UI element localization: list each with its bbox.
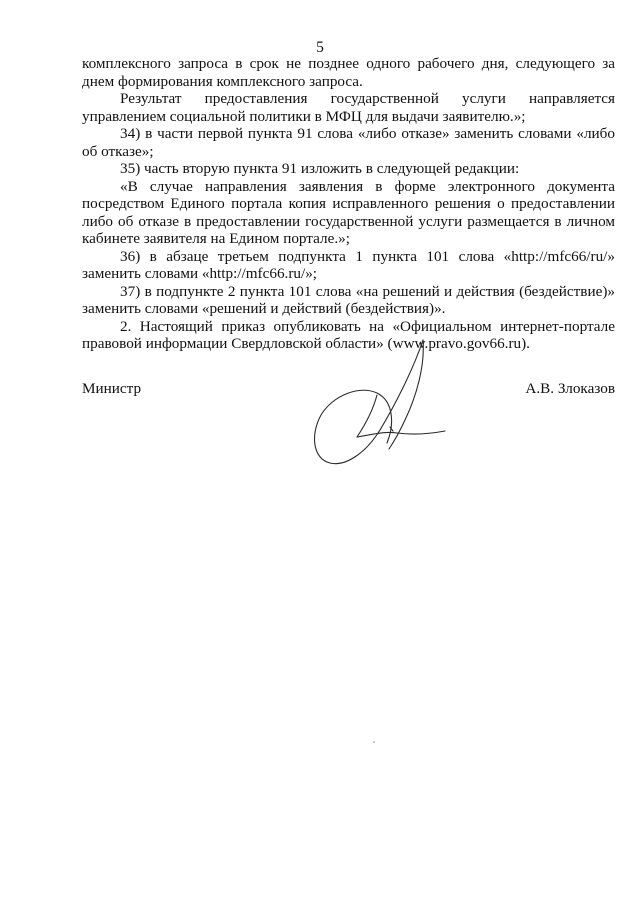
- paragraph-quoted-text: «В случае направления заявления в форме электронного документа посредством Единого портала копия исправленного решения о предоставлении либо об отказе в предоставлении государственной услуги размещается в личном кабинете заявителя на Едином портале.»;: [82, 177, 615, 247]
- paragraph-publish-order: 2. Настоящий приказ опубликовать на «Официальном интернет-портале правовой информации Свердловской области» (www.pravo.gov66.ru).: [82, 317, 615, 352]
- paragraph-item-35: 35) часть вторую пункта 91 изложить в следующей редакции:: [120, 160, 520, 177]
- paragraph-result: Результат предоставления государственной услуги направляется управлением социальной политики в МФЦ для выдачи заявителю.»;: [82, 90, 615, 125]
- scan-speck: [373, 741, 375, 743]
- paragraph-item-34: 34) в части первой пункта 91 слова «либо отказе» заменить словами «либо об отказе»;: [82, 125, 615, 160]
- signatory-title: Министр: [82, 380, 142, 397]
- paragraph-continuation: комплексного запроса в срок не позднее одного рабочего дня, следующего за днем формирования комплексного запроса.: [82, 55, 615, 90]
- signatory-name: А.В. Злоказов: [525, 380, 615, 397]
- paragraph-item-36: 36) в абзаце третьем подпункта 1 пункта 101 слова «http://mfc66/ru/» заменить словами «http://mfc66.ru/»;: [82, 247, 615, 282]
- document-body: [82, 55, 615, 353]
- page-number: 5: [316, 39, 324, 56]
- handwritten-signature: [305, 335, 450, 475]
- paragraph-item-37: 37) в подпункте 2 пункта 101 слова «на решений и действия (бездействие)» заменить словами «решений и действий (бездействия)».: [82, 282, 615, 317]
